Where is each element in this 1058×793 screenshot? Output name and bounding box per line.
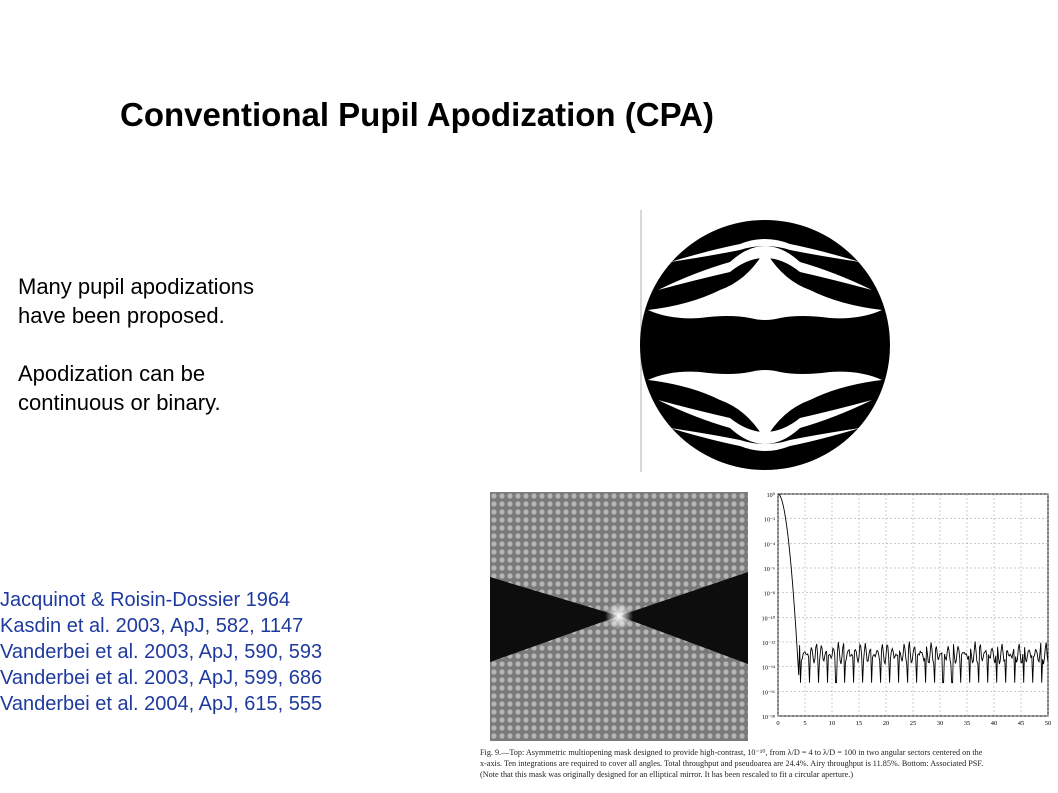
- reference-item: Kasdin et al. 2003, ApJ, 582, 1147: [0, 615, 304, 637]
- x-tick-label: 30: [936, 720, 944, 727]
- reference-item: Vanderbei et al. 2004, ApJ, 615, 555: [0, 693, 323, 715]
- y-tick-label: 10⁻⁴: [763, 542, 775, 549]
- y-tick-label: 10⁰: [766, 493, 775, 499]
- caption-line: (Note that this mask was originally designed for an elliptical mirror. It has been rescaled to fit a circular aperture.): [480, 770, 854, 779]
- y-tick-label: 10⁻²: [764, 517, 775, 524]
- y-tick-label: 10⁻⁶: [763, 567, 775, 573]
- y-tick-label: 10⁻⁸: [763, 591, 775, 598]
- x-tick-label: 35: [963, 720, 971, 727]
- x-tick-label: 15: [855, 720, 863, 727]
- x-tick-label: 45: [1017, 720, 1025, 727]
- y-tick-label: 10⁻¹⁰: [761, 616, 775, 623]
- y-tick-label: 10⁻¹⁴: [761, 665, 775, 672]
- y-tick-label: 10⁻¹²: [762, 641, 775, 647]
- x-tick-label: 25: [909, 720, 917, 727]
- x-tick-label: 50: [1044, 720, 1052, 727]
- intro-text: [18, 272, 398, 446]
- intro-line: Many pupil apodizations: [18, 274, 255, 299]
- caption-line: x-axis. Ten integrations are required to cover all angles. Total throughput and pseudoarea are 24.4%. Airy throughput is 11.85%. Bottom: Associated PSF.: [480, 759, 984, 768]
- intro-line: continuous or binary.: [18, 390, 221, 415]
- reference-item: Jacquinot & Roisin-Dossier 1964: [0, 589, 291, 611]
- pupil-mask-figure: [640, 210, 896, 472]
- reference-item: Vanderbei et al. 2003, ApJ, 599, 686: [0, 667, 323, 689]
- psf-image: [490, 492, 748, 741]
- x-tick-label: 20: [882, 720, 890, 727]
- intro-paragraph-2: [18, 359, 398, 417]
- intro-line: Apodization can be: [18, 361, 206, 386]
- intro-paragraph-1: [18, 272, 398, 330]
- slide-title: Conventional Pupil Apodization (CPA): [120, 96, 714, 133]
- intro-line: have been proposed.: [18, 303, 225, 328]
- y-tick-label: 10⁻¹⁸: [761, 715, 775, 721]
- psf-profile-plot: [756, 488, 1052, 738]
- y-tick-label: 10⁻¹⁶: [761, 690, 775, 697]
- reference-list: [0, 587, 440, 717]
- reference-item: Vanderbei et al. 2003, ApJ, 590, 593: [0, 641, 323, 663]
- x-tick-label: 10: [828, 720, 836, 727]
- x-tick-label: 5: [803, 720, 807, 727]
- x-tick-label: 0: [776, 720, 780, 727]
- caption-line: Fig. 9.—Top: Asymmetric multiopening mask designed to provide high-contrast, 10⁻¹⁰, from λ/D = 4 to λ/D = 100 in two angular sectors centered on the: [480, 748, 983, 757]
- figure-caption: [480, 747, 1052, 780]
- x-tick-label: 40: [990, 720, 998, 727]
- psf-core: [605, 602, 633, 630]
